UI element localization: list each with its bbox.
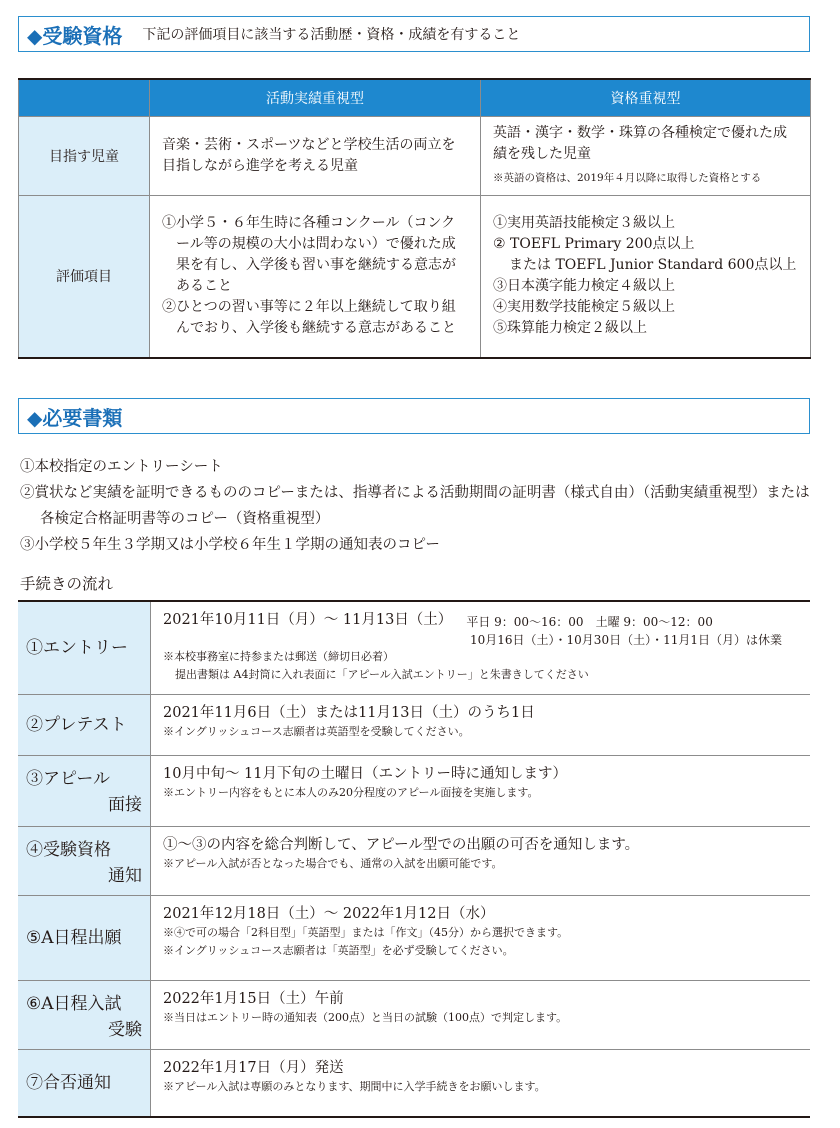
step-main: 2021年10月11日（月）～ 11月13日（土）	[163, 612, 453, 628]
step-label-line2: 受験	[108, 1020, 142, 1040]
header-activity: 活動実績重視型	[150, 79, 481, 117]
target-cert: 英語・漢字・数学・珠算の各種検定で優れた成績を残した児童	[493, 125, 787, 162]
step-main: 2022年1月17日（月）発送	[163, 1060, 344, 1076]
target-activity: 音楽・芸術・スポーツなどと学校生活の両立を目指しながら進学を考える児童	[150, 117, 481, 196]
step-label: ⑦合否通知	[18, 1050, 151, 1116]
step-label: ⑤A日程出願	[18, 896, 151, 980]
criteria-activity-item: ①小学５・６年生時に各種コンクール（コンクール等の規模の大小は問わない）で優れた成果を有し、入学後も習い事を継続する意志があること	[162, 215, 456, 295]
step-body	[151, 695, 810, 755]
criteria-activity-cell	[150, 196, 481, 358]
step-note: ※イングリッシュコース志願者は英語型を受験してください。	[163, 725, 470, 738]
step-label: ②プレテスト	[18, 695, 151, 755]
qualification-description: 下記の評価項目に該当する活動歴・資格・成績を有すること	[142, 27, 521, 43]
criteria-cert-item: ①実用英語技能検定３級以上	[493, 215, 675, 232]
step-body	[151, 602, 810, 694]
header-cert: 資格重視型	[481, 79, 811, 117]
step-label-line1: ④受験資格	[26, 840, 111, 860]
flow-step	[18, 827, 810, 896]
step-main: 2022年1月15日（土）午前	[163, 991, 344, 1007]
documents-item: ③小学校５年生３学期又は小学校６年生１学期の通知表のコピー	[20, 537, 440, 553]
target-cert-cell	[481, 117, 811, 196]
flow-step	[18, 695, 810, 756]
criteria-activity-item: ②ひとつの習い事等に２年以上継続して取り組んでおり、入学後も継続する意志があること	[162, 299, 456, 337]
qualification-title: ◆受験資格	[27, 23, 123, 48]
step-body	[151, 827, 810, 895]
flow-table	[18, 600, 810, 1118]
flow-step	[18, 896, 810, 981]
criteria-cert-item: ③日本漢字能力検定４級以上	[493, 278, 675, 295]
documents-header	[18, 398, 810, 434]
criteria-cert-item: ⑤珠算能力検定２級以上	[493, 320, 647, 337]
step-hours-closed: 10月16日（土）・10月30日（土）・11月1日（月）は休業	[470, 633, 782, 647]
step-body	[151, 1050, 810, 1116]
flow-title: 手続きの流れ	[20, 575, 114, 593]
step-label	[18, 756, 151, 826]
criteria-cert-item: ② TOEFL Primary 200点以上	[493, 236, 695, 253]
step-note: ※エントリー内容をもとに本人のみ20分程度のアピール面接を実施します。	[163, 786, 539, 799]
step-label-line1: ⑥A日程入試	[26, 994, 122, 1014]
step-body	[151, 981, 810, 1049]
step-note: ※本校事務室に持参または郵送（締切日必着）	[163, 650, 394, 663]
step-label	[18, 981, 151, 1049]
step-body	[151, 756, 810, 826]
step-body	[151, 896, 810, 980]
criteria-cert-item: または TOEFL Junior Standard 600点以上	[509, 257, 797, 274]
qualification-header	[18, 16, 810, 52]
target-cert-note: ※英語の資格は、2019年４月以降に取得した資格とする	[493, 172, 762, 184]
step-main: 2021年12月18日（土）～ 2022年1月12日（水）	[163, 906, 495, 922]
documents-list	[20, 454, 825, 558]
header-blank-cell	[19, 79, 150, 117]
flow-step	[18, 756, 810, 827]
step-main: 2021年11月6日（土）または11月13日（土）のうち1日	[163, 705, 535, 721]
row-label-criteria: 評価項目	[19, 196, 150, 358]
flow-step	[18, 1050, 810, 1116]
step-main: ①～③の内容を総合判断して、アピール型での出願の可否を通知します。	[163, 837, 640, 853]
row-label-target: 目指す児童	[19, 117, 150, 196]
documents-item: ①本校指定のエントリーシート	[20, 459, 223, 475]
step-label-line2: 面接	[108, 795, 142, 815]
step-label-line1: ③アピール	[26, 769, 110, 789]
step-hours: 平日 9：00～16：00 土曜 9：00～12：00	[466, 615, 713, 629]
qualification-table	[18, 78, 811, 359]
table-row	[19, 117, 811, 196]
step-note: ※アピール入試が否となった場合でも、通常の入試を出願可能です。	[163, 857, 503, 870]
table-row	[19, 196, 811, 358]
step-note: ※アピール入試は専願のみとなります、期間中に入学手続きをお願いします。	[163, 1080, 546, 1093]
documents-item: ②賞状など実績を証明できるもののコピーまたは、指導者による活動期間の証明書（様式自由）（活動実績重視型）または 各検定合格証明書等のコピー（資格重視型）	[20, 485, 825, 527]
step-label	[18, 827, 151, 895]
step-note: ※イングリッシュコース志願者は「英語型」を必ず受験してください。	[163, 944, 514, 957]
step-label-line2: 通知	[108, 866, 142, 886]
step-label: ①エントリー	[18, 602, 151, 694]
step-main: 10月中旬～ 11月下旬の土曜日（エントリー時に通知します）	[163, 766, 568, 782]
step-note: 提出書類は A4封筒に入れ表面に「アピール入試エントリー」と朱書きしてください	[175, 668, 589, 681]
criteria-cert-cell	[481, 196, 811, 358]
flow-step	[18, 602, 810, 695]
documents-title: ◆必要書類	[27, 405, 123, 430]
step-note: ※当日はエントリー時の通知表（200点）と当日の試験（100点）で判定します。	[163, 1011, 568, 1024]
table-header-row	[19, 79, 811, 117]
criteria-cert-item: ④実用数学技能検定５級以上	[493, 299, 675, 316]
flow-step	[18, 981, 810, 1050]
step-note: ※④で可の場合「2科目型」「英語型」または「作文」（45分）から選択できます。	[163, 926, 569, 939]
